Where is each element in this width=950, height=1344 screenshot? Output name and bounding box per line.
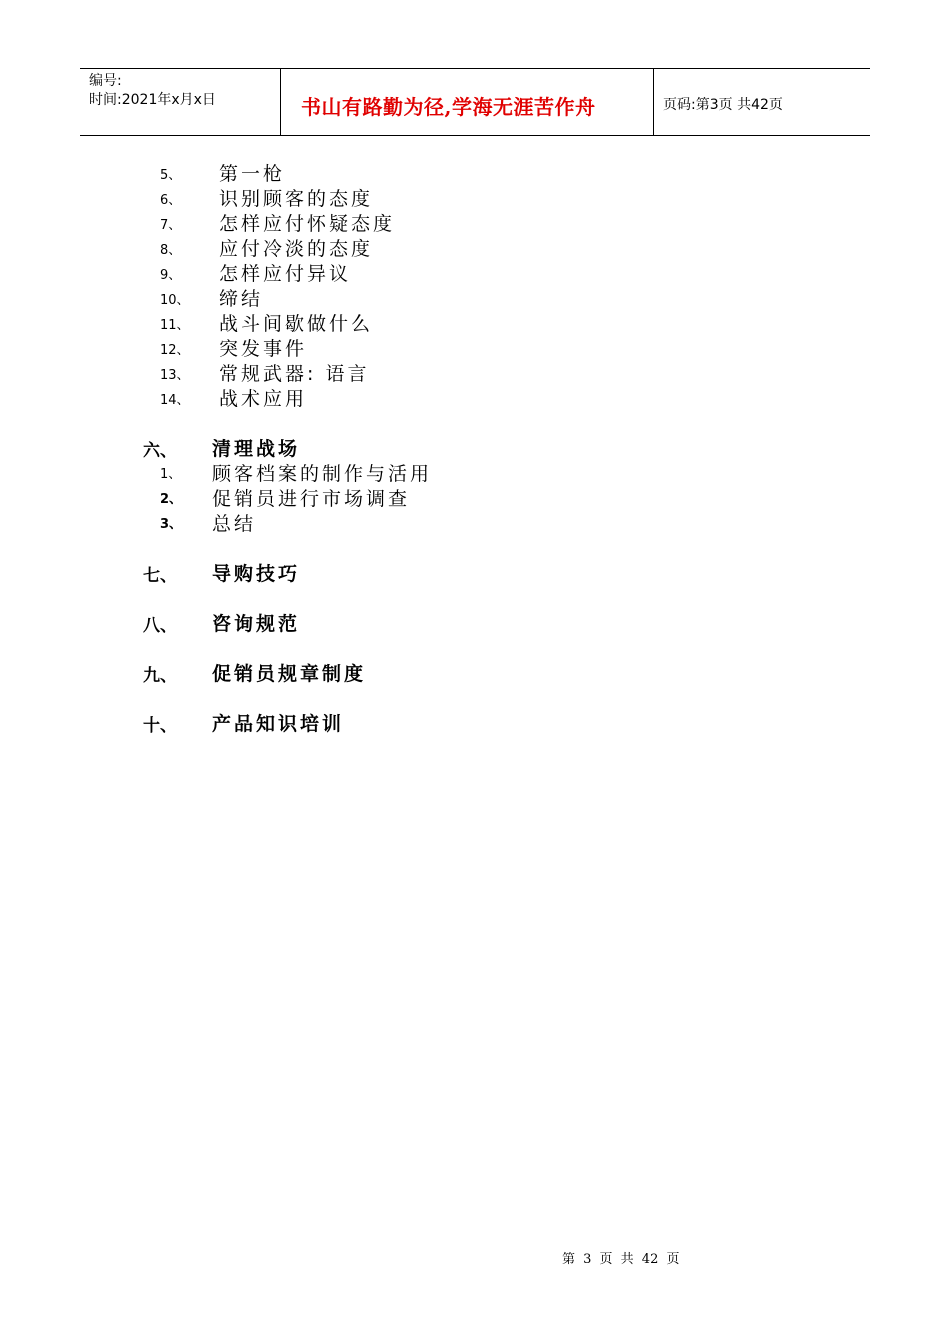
toc-item-num: 8、 [160,243,182,258]
toc-item-text: 缔结 [219,288,264,310]
section-title: 促销员规章制度 [212,663,367,685]
toc-item-text: 常规武器: 语言 [219,363,370,385]
toc-item-text: 怎样应付怀疑态度 [219,213,396,235]
toc-item-text: 顾客档案的制作与活用 [212,463,433,485]
page-footer: 第 3 页 共 42 页 [562,1252,680,1267]
toc-item-num: 7、 [160,218,182,233]
toc-item-text: 战斗间歇做什么 [219,313,374,335]
toc-item-num: 6、 [160,193,182,208]
header-page-info: 页码:第3页 共42页 [663,97,783,113]
toc-item-num: 13、 [160,368,190,383]
toc-item-num: 3、 [160,517,183,532]
toc-item-num: 5、 [160,168,182,183]
toc-item-num: 14、 [160,393,190,408]
time-label: 时间:2021年x月x日 [89,92,216,108]
toc-item-text: 突发事件 [219,338,308,360]
section-number: 七、 [143,566,177,586]
page-header [80,68,870,136]
section-number: 八、 [143,616,177,636]
section-number: 六、 [143,441,177,461]
header-motto: 书山有路勤为径,学海无涯苦作舟 [281,69,654,135]
toc-item-text: 总结 [212,513,257,535]
section-number: 九、 [143,666,177,686]
toc-item-num: 11、 [160,318,190,333]
section-title: 导购技巧 [212,563,301,585]
toc-item-text: 战术应用 [219,388,308,410]
toc-item-num: 2、 [160,492,183,507]
section-title: 咨询规范 [212,613,301,635]
toc-item-text: 应付冷淡的态度 [219,238,374,260]
toc-item-text: 识别顾客的态度 [219,188,374,210]
section-title: 产品知识培训 [212,713,345,735]
toc-item-num: 12、 [160,343,190,358]
section-number: 十、 [143,716,177,736]
number-label: 编号: [89,73,122,89]
toc-item-text: 第一枪 [219,163,286,185]
toc-item-text: 怎样应付异议 [219,263,352,285]
toc-item-text: 促销员进行市场调查 [212,488,411,510]
header-meta-cell [80,69,281,135]
toc-item-num: 9、 [160,268,182,283]
section-title: 清理战场 [212,438,301,460]
toc-item-num: 10、 [160,293,190,308]
toc-item-num: 1、 [160,467,182,482]
